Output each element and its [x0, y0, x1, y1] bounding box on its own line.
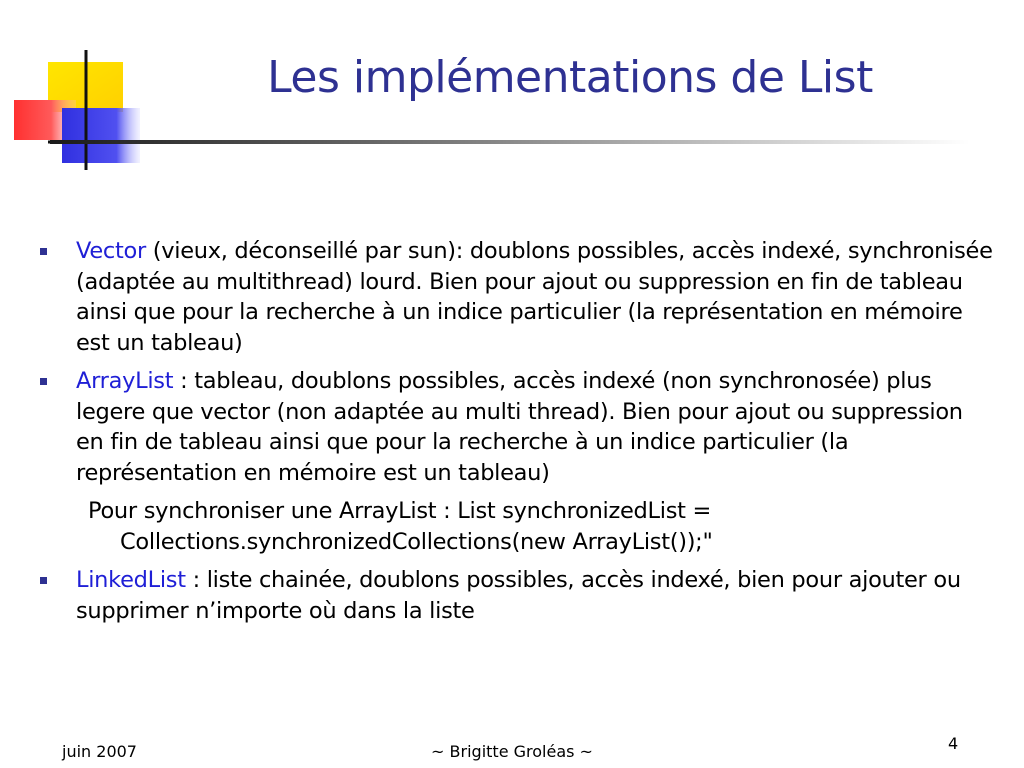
slide-body: [36, 236, 996, 634]
bullet-arraylist: [36, 366, 996, 488]
bullet-text: : tableau, doublons possibles, accès indexé (non synchronosée) plus legere que vector (non adaptée au multi thread). Bien pour ajout ou suppression en fin de tableau ainsi que pour la recherche à un indice particulier (la représentation en mémoire est un tableau): [76, 368, 963, 486]
bullet-square-icon: [40, 577, 47, 584]
bullet-square-icon: [40, 248, 47, 255]
sub-note-synchronize: [36, 496, 996, 557]
footer-page-number: 4: [948, 734, 959, 753]
slide-logo-graphic: [0, 0, 160, 175]
slide-title: Les implémentations de List: [267, 52, 873, 103]
bullet-keyword: LinkedList: [76, 567, 186, 593]
bullet-text: (vieux, déconseillé par sun): doublons possibles, accès indexé, synchronisée (adaptée au multithread) lourd. Bien pour ajout ou suppression en fin de tableau ainsi que pour la recherche à un indice particulier (la représentation en mémoire est un tableau): [76, 238, 993, 356]
sub-note-line-1: Pour synchroniser une ArrayList : List synchronizedList =: [88, 498, 712, 524]
bullet-keyword: Vector: [76, 238, 146, 264]
footer-date: juin 2007: [62, 742, 137, 761]
footer-author: ~ Brigitte Groléas ~: [431, 742, 593, 761]
title-divider: [50, 140, 970, 144]
bullet-vector: [36, 236, 996, 358]
bullet-square-icon: [40, 378, 47, 385]
sub-note-line-2: Collections.synchronizedCollections(new ArrayList());": [120, 528, 713, 555]
bullet-text: : liste chainée, doublons possibles, accès indexé, bien pour ajouter ou supprimer n’importe où dans la liste: [76, 567, 961, 624]
bullet-keyword: ArrayList: [76, 368, 174, 394]
bullet-linkedlist: [36, 565, 996, 626]
